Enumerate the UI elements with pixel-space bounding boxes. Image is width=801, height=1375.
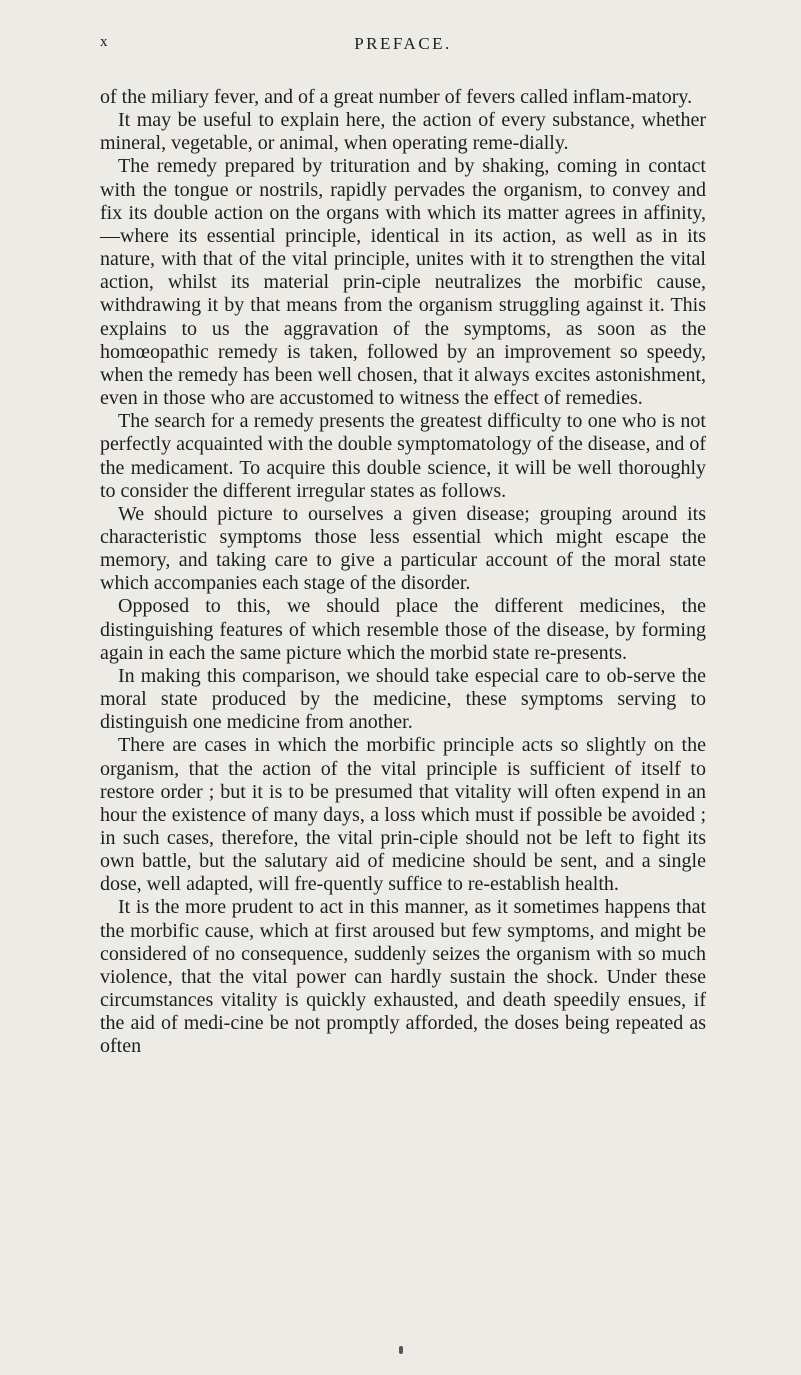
paragraph: In making this comparison, we should take especial care to ob-serve the moral state produced by the medicine, these symptoms serving to distinguish one medicine from another. [100, 664, 706, 734]
page-number: x [100, 34, 109, 50]
paragraph: The remedy prepared by trituration and by shaking, coming in contact with the tongue or nostrils, rapidly pervades the organism, to convey and fix its double action on the organs with which its matter agrees in affinity,—where its essential principle, identical in its action, as well as in its nature, with that of the vital principle, unites with it to strengthen the vital action, whilst its material prin-ciple neutralizes the morbific cause, withdrawing it by that means from the organism struggling against it. This explains to us the aggravation of the symptoms, as soon as the homœopathic remedy is taken, followed by an improvement so speedy, when the remedy has been well chosen, that it always excites astonishment, even in those who are accustomed to witness the effect of remedies. [100, 155, 706, 410]
paragraph: Opposed to this, we should place the different medicines, the distinguishing features of which resemble those of the disease, by forming again in each the same picture which the morbid state re-presents. [100, 595, 706, 664]
paragraph: It may be useful to explain here, the action of every substance, whether mineral, vegetable, or animal, when operating reme-dially. [100, 109, 706, 155]
paragraph-continued: of the miliary fever, and of a great number of fevers called inflam-matory. [100, 86, 693, 108]
running-head [100, 34, 706, 64]
stray-ink-mark [399, 1346, 403, 1354]
running-title: PREFACE. [354, 34, 452, 53]
paragraph: The search for a remedy presents the greatest difficulty to one who is not perfectly acquainted with the double symptomatology of the disease, and of the medicament. To acquire this double science, it will be well thoroughly to consider the different irregular states as follows. [100, 410, 706, 502]
paragraph: We should picture to ourselves a given disease; grouping around its characteristic symptoms those less essential which might escape the memory, and taking care to give a particular account of the moral state which accompanies each stage of the disorder. [100, 502, 706, 595]
paragraph: It is the more prudent to act in this manner, as it sometimes happens that the morbific cause, which at first aroused but few symptoms, and might be considered of no consequence, suddenly seizes the organism with so much violence, that the vital power can hardly sustain the shock. Under these circumstances vitality is quickly exhausted, and death speedily ensues, if the aid of medi-cine be not promptly afforded, the doses being repeated as often [100, 896, 706, 1058]
paragraph: There are cases in which the morbific principle acts so slightly on the organism, that the action of the vital principle is sufficient of itself to restore order ; but it is to be presumed that vitality will often expend in an hour the existence of many days, a loss which must if possible be avoided ; in such cases, therefore, the vital prin-ciple should not be left to fight its own battle, but the salutary aid of medicine should be sent, and a single dose, well adapted, will fre-quently suffice to re-establish health. [100, 734, 706, 896]
body-text [100, 86, 706, 1059]
